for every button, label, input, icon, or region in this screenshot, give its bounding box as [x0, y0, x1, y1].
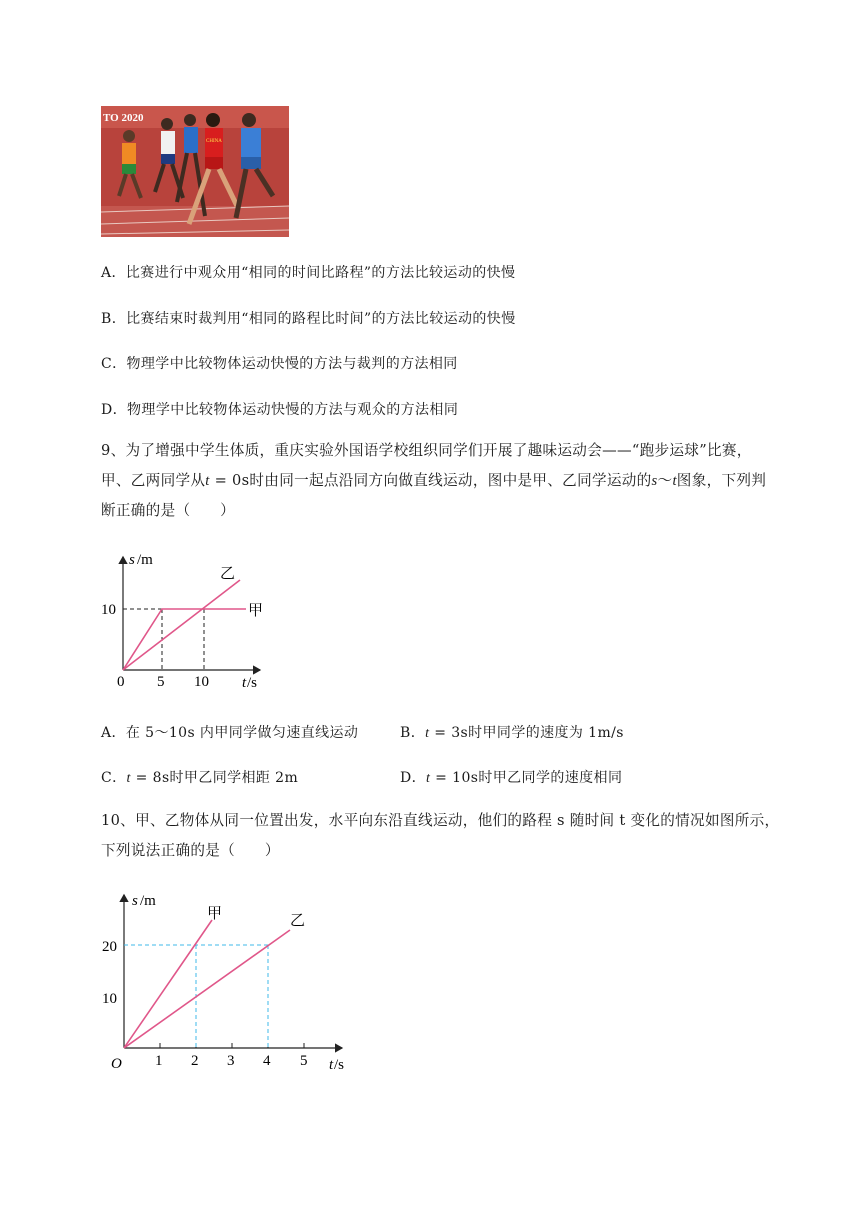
q10-line-1: 10、甲、乙物体从同一位置出发，水平向东沿直线运动，他们的路程 s 随时间 t 变化的情况如图所示， [101, 812, 780, 829]
q9-x-tick-10: 10 [194, 674, 209, 690]
q10-x-tick-5: 5 [300, 1053, 308, 1069]
q8-option-d: D．物理学中比较物体运动快慢的方法与观众的方法相同 [101, 402, 459, 418]
q9-line-3: 断正确的是（ ） [101, 502, 236, 519]
q9-stem [101, 436, 801, 526]
q9-y-label-var: s [129, 552, 135, 568]
q9-x-tick-5: 5 [157, 674, 165, 690]
q10-line-2: 下列说法正确的是（ ） [101, 842, 280, 859]
q9-label-yi: 乙 [220, 566, 236, 582]
q9-line-2: 甲、乙两同学从t = 0s时由同一起点沿同方向做直线运动，图中是甲、乙同学运动的s～t图象，下列判 [101, 472, 767, 489]
bib-text: CHINA [206, 139, 222, 144]
q9-y-tick-10: 10 [101, 602, 116, 618]
q10-y-label-var: s [132, 893, 138, 909]
banner-text: TO 2020 [103, 112, 144, 124]
q9-line-1: 9、为了增强中学生体质，重庆实验外国语学校组织同学们开展了趣味运动会——“跑步运球”比赛， [101, 442, 752, 459]
q10-st-graph [100, 885, 360, 1079]
q10-y-label-unit: /m [140, 893, 156, 909]
q9-option-b: B．t = 3s时甲同学的速度为 1m/s [400, 725, 624, 741]
q10-line-yi [124, 930, 290, 1048]
q10-origin: O [111, 1056, 122, 1072]
q9-line-yi [123, 580, 240, 670]
q10-x-label-unit: /s [334, 1057, 345, 1073]
q9-st-graph [100, 545, 275, 699]
q9-x-label-var: t [242, 675, 247, 691]
q10-label-jia: 甲 [207, 906, 223, 922]
q10-x-label-var: t [329, 1057, 334, 1073]
q9-option-c: C．t = 8s时甲乙同学相距 2m [101, 770, 299, 786]
q8-option-b: B．比赛结束时裁判用“相同的路程比时间”的方法比较运动的快慢 [101, 311, 516, 327]
q10-line-jia [124, 920, 212, 1048]
q9-origin: 0 [117, 674, 125, 690]
q9-y-label-unit: /m [137, 552, 153, 568]
q9-option-d: D．t = 10s时甲乙同学的速度相同 [400, 770, 623, 786]
sprint-race-photo [101, 106, 289, 237]
q9-label-jia: 甲 [248, 603, 264, 619]
q10-y-tick-20: 20 [102, 939, 117, 955]
q8-option-a: A．比赛进行中观众用“相同的时间比路程”的方法比较运动的快慢 [101, 265, 516, 281]
q10-x-tick-2: 2 [191, 1053, 199, 1069]
q10-x-tick-3: 3 [227, 1053, 235, 1069]
q10-y-tick-10: 10 [102, 991, 117, 1007]
q10-label-yi: 乙 [290, 913, 306, 929]
q10-stem [101, 806, 801, 866]
q9-x-label-unit: /s [247, 675, 258, 691]
q9-line-jia [123, 609, 246, 670]
q9-option-a: A．在 5～10s 内甲同学做匀速直线运动 [101, 725, 359, 741]
q10-x-tick-4: 4 [263, 1053, 271, 1069]
q8-option-c: C．物理学中比较物体运动快慢的方法与裁判的方法相同 [101, 356, 458, 372]
q10-x-tick-1: 1 [155, 1053, 163, 1069]
